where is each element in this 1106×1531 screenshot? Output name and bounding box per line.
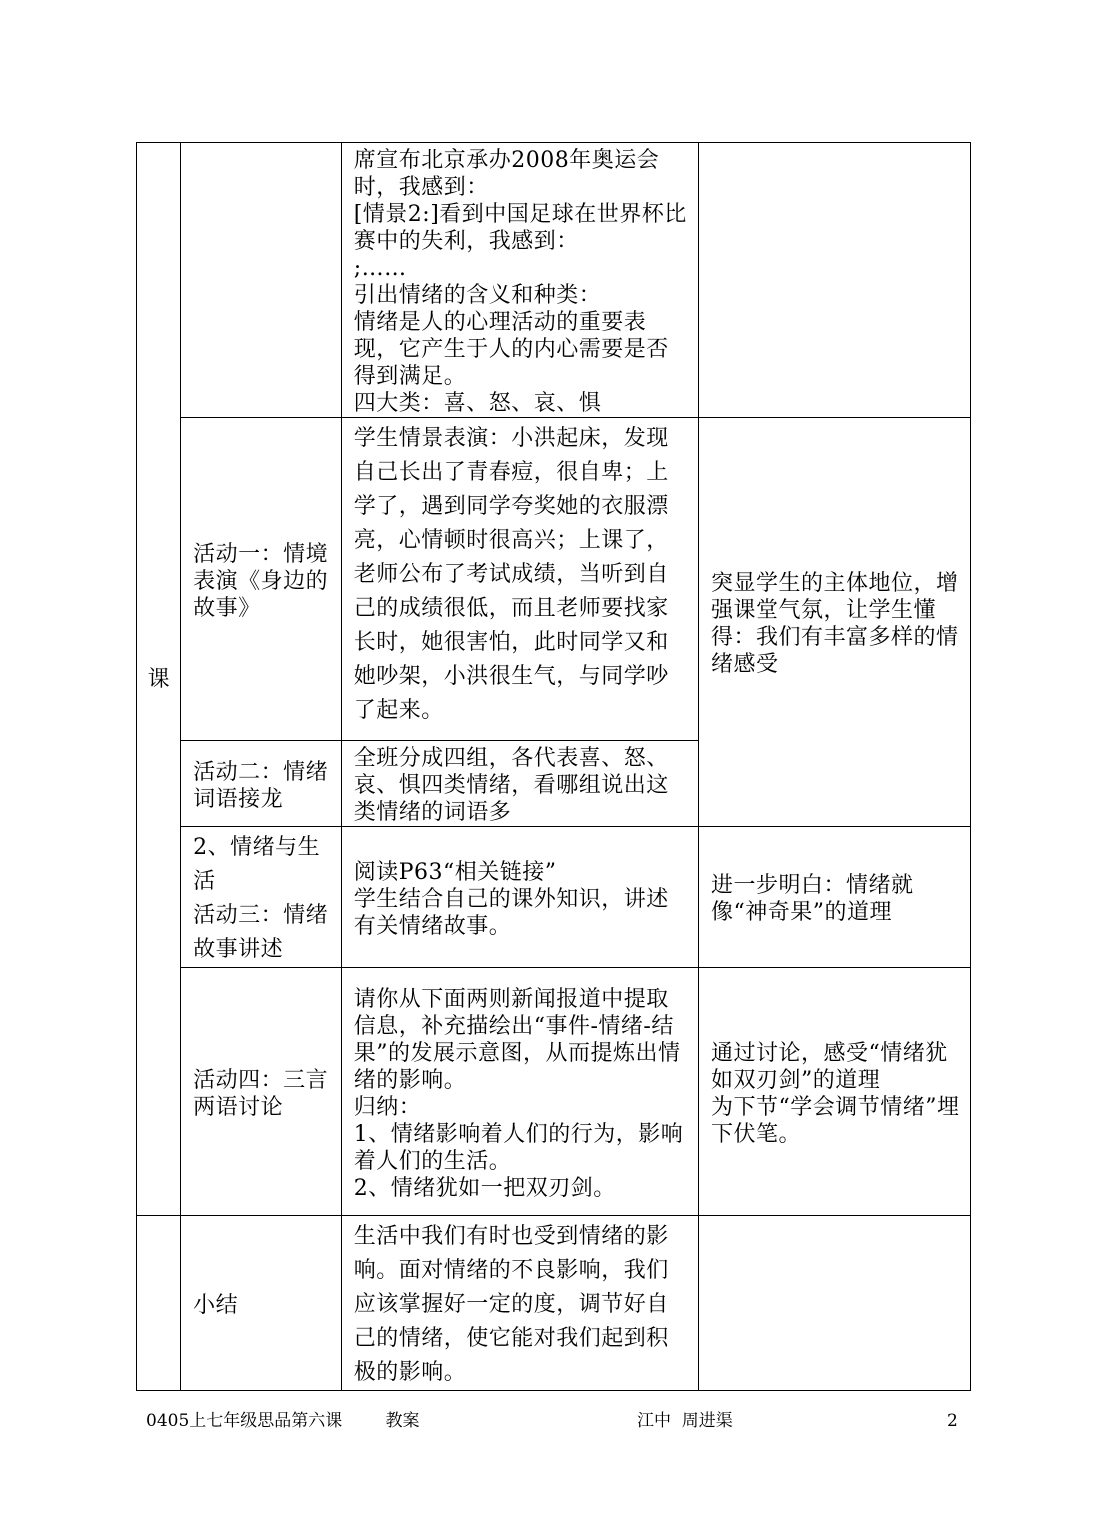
intent-cell: [699, 827, 971, 968]
intent-cell: [699, 968, 971, 1216]
content-text: 学生情景表演：小洪起床，发现自己长出了青春痘，很自卑；上学了，遇到同学夸奖她的衣服漂亮，心情顿时很高兴；上课了，老师公布了考试成绩，当听到自己的成绩很低，而且老师要找家长时，她很害怕，此时同学又和她吵架，小洪很生气，与同学吵了起来。: [353, 426, 669, 723]
intent-text: 进一步明白：情绪就像“神奇果”的道理: [711, 873, 914, 925]
table-row: [137, 418, 971, 741]
activity-cell: [181, 827, 342, 968]
table-row: [137, 143, 971, 418]
activity-text: [181, 143, 341, 147]
table-row: [137, 1216, 971, 1391]
section-label: 课: [147, 666, 170, 692]
activity-cell: [181, 968, 342, 1216]
intent-text: 通过讨论，感受“情绪犹如双刃剑”的道理 为下节“学会调节情绪”埋下伏笔。: [711, 1040, 960, 1147]
footer-left: 0405上七年级思品第六课 教案: [146, 1411, 420, 1431]
content-cell: [341, 1216, 698, 1391]
page-number: 2: [947, 1411, 958, 1431]
content-text: 阅读P63“相关链接” 学生结合自己的课外知识，讲述有关情绪故事。: [353, 859, 669, 939]
table-row: [137, 827, 971, 968]
intent-text: [699, 1216, 970, 1220]
content-text: 全班分成四组，各代表喜、怒、哀、惧四类情绪，看哪组说出这类情绪的词语多: [353, 746, 669, 825]
activity-cell: [181, 418, 342, 741]
intent-cell: [699, 418, 971, 827]
lesson-plan-table: [136, 142, 971, 1391]
content-cell: [341, 741, 698, 827]
intent-text: 突显学生的主体地位，增强课堂气氛，让学生懂得：我们有丰富多样的情绪感受: [711, 571, 959, 677]
activity-cell: [181, 1216, 342, 1391]
section-label-cell: [137, 143, 181, 1216]
activity-cell: [181, 143, 342, 418]
content-cell: [341, 968, 698, 1216]
activity-text: 小结: [193, 1292, 239, 1318]
activity-text: 2、情绪与生活 活动三：情绪故事讲述: [193, 835, 329, 962]
content-text: 席宣布北京承办2008年奥运会时，我感到： [情景2:]看到中国足球在世界杯比赛中的失利，我感到： ;…… 引出情绪的含义和种类： 情绪是人的心理活动的重要表现，它产生于人的内心需要是否得到满足。 四大类：喜、怒、哀、惧: [353, 148, 687, 416]
content-cell: [341, 827, 698, 968]
table-row: [137, 968, 971, 1216]
content-cell: [341, 418, 698, 741]
activity-text: 活动二：情绪词语接龙: [193, 759, 329, 812]
activity-cell: [181, 741, 342, 827]
content-cell: [341, 143, 698, 418]
footer-author: 江中 周进渠: [637, 1411, 733, 1431]
activity-text: 活动一：情境表演《身边的故事》: [193, 541, 329, 621]
activity-text: 活动四：三言两语讨论: [193, 1067, 329, 1120]
content-text: 请你从下面两则新闻报道中提取信息，补充描绘出“事件-情绪-结果”的发展示意图，从而提炼出情绪的影响。 归纳： 1、情绪影响着人们的行为，影响着人们的生活。 2、情绪犹如一把双刃剑。: [353, 986, 684, 1201]
intent-cell: [699, 143, 971, 418]
intent-text: [699, 143, 970, 147]
intent-cell: [699, 1216, 971, 1391]
content-text: 生活中我们有时也受到情绪的影响。面对情绪的不良影响，我们应该掌握好一定的度，调节好自己的情绪，使它能对我们起到积极的影响。: [353, 1224, 669, 1385]
section-label-cell: [137, 1216, 181, 1391]
